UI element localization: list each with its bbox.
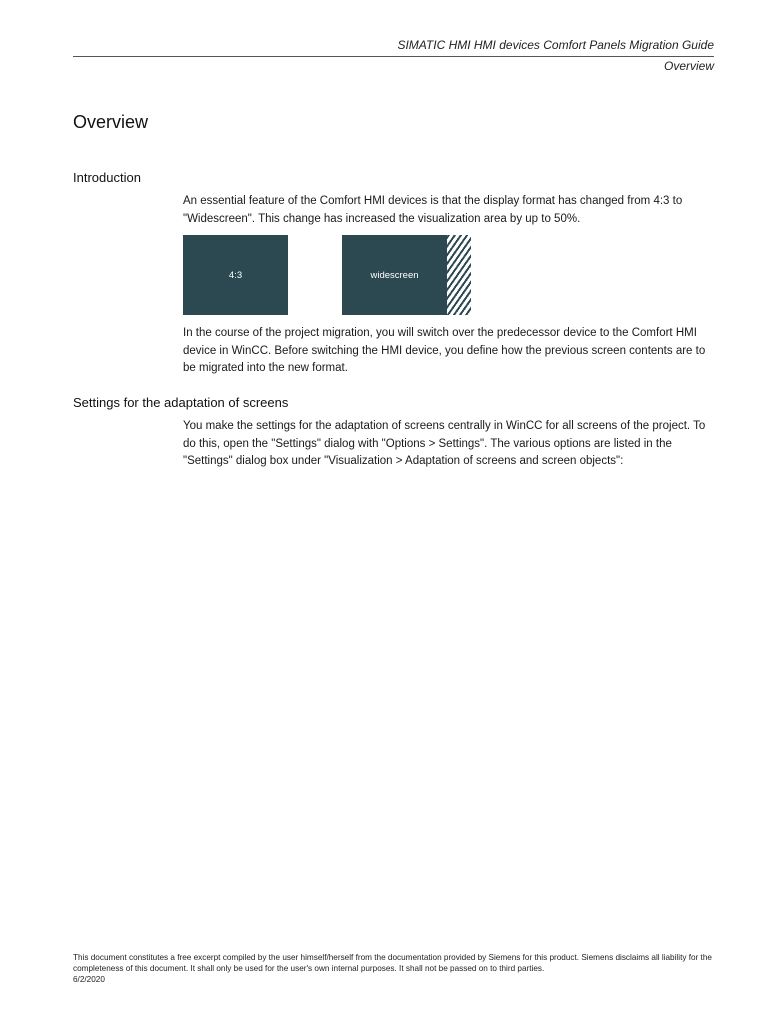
page-footer bbox=[73, 952, 713, 985]
section-title-introduction: Introduction bbox=[73, 170, 141, 185]
intro-paragraph-2: In the course of the project migration, you will switch over the predecessor device to the Comfort HMI device in WinCC. Before switching the HMI device, you define how the previous screen contents are to be migrated into the new format. bbox=[183, 327, 706, 374]
footer-date: 6/2/2020 bbox=[73, 975, 105, 984]
format-43-box bbox=[183, 235, 288, 315]
header-section-name: Overview bbox=[663, 59, 714, 73]
intro-paragraph-1: An essential feature of the Comfort HMI devices is that the display format has changed from 4:3 to "Widescreen". This change has increased the visualization area by up to 50%. bbox=[183, 195, 683, 225]
format-43-label: 4:3 bbox=[228, 269, 243, 281]
settings-paragraph: You make the settings for the adaptation of screens centrally in WinCC for all screens of the project. To do this, open the "Settings" dialog with "Options > Settings". The various options are listed in the "Settings" dialog box under "Visualization > Adaptation of screens and screen objects": bbox=[183, 420, 706, 467]
section-title-settings: Settings for the adaptation of screens bbox=[73, 395, 289, 410]
page-title: Overview bbox=[73, 112, 149, 132]
format-widescreen-label: widescreen bbox=[370, 269, 419, 281]
widescreen-extra-area-hatch bbox=[447, 235, 471, 315]
document-title: SIMATIC HMI HMI devices Comfort Panels Migration Guide bbox=[397, 38, 714, 52]
footer-disclaimer: This document constitutes a free excerpt compiled by the user himself/herself from the documentation provided by Siemens for this product. Siemens disclaims all liability for the completeness of this document. It shall only be used for the user's own internal purposes. It shall not be passed on to third parties. bbox=[73, 953, 712, 973]
header-divider bbox=[73, 56, 714, 57]
format-widescreen-box bbox=[342, 235, 471, 315]
